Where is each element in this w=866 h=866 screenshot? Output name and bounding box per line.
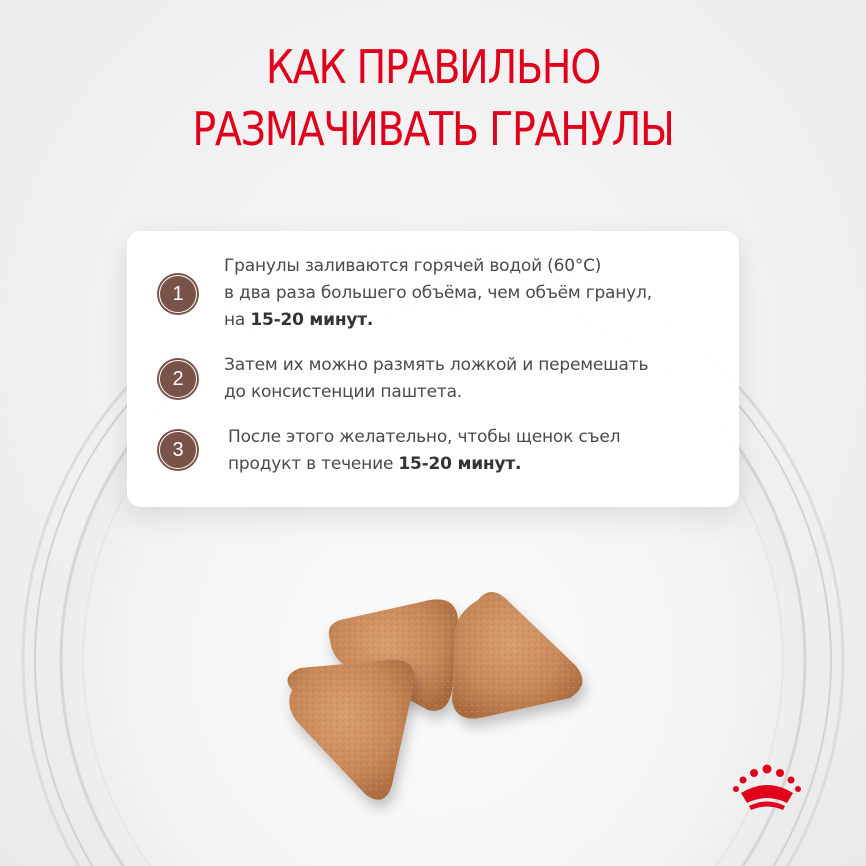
step-1-line-3-prefix: на [224,310,251,330]
step-2-line-1: Затем их можно размять ложкой и перемешать [224,355,649,375]
step-3-duration: 15-20 минут. [398,454,522,474]
step-2-number: 2 [172,368,184,390]
step-1-line-1: Гранулы заливаются горячей водой (60°C) [224,256,602,276]
title-line-2: РАЗМАЧИВАТЬ ГРАНУЛЫ [192,102,674,156]
royal-crown-logo-icon [727,763,807,811]
step-2-line-2: до консистенции паштета. [224,382,463,402]
step-1-number: 1 [172,283,184,305]
title-line-1: КАК ПРАВИЛЬНО [265,40,601,94]
step-3-line-2-prefix: продукт в течение [228,454,399,474]
step-1-duration: 15-20 минут. [250,310,374,330]
step-3-number: 3 [172,439,184,461]
step-1-line-2: в два раза большего объёма, чем объём гранул, [224,283,652,303]
step-3-line-1: После этого желательно, чтобы щенок съел [228,427,621,447]
kibble-front [288,660,415,800]
kibble-right [452,592,582,719]
